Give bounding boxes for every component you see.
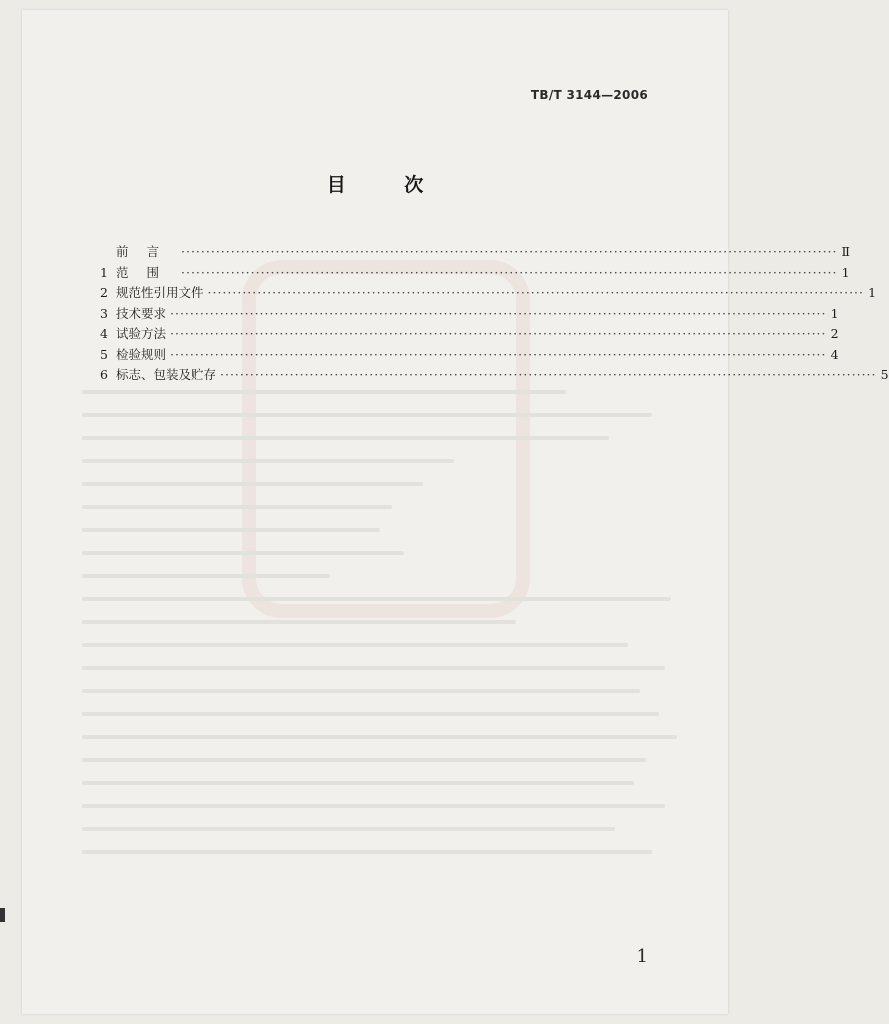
toc-leader-dots: ···································································································································· <box>207 285 865 300</box>
toc-entry-page: 2 <box>830 326 839 341</box>
binding-mark <box>0 908 5 922</box>
toc-entry-page: Ⅱ <box>841 244 851 259</box>
toc-entry-label: 4 试验方法 <box>100 326 167 341</box>
document-code: TB/T 3144—2006 <box>530 88 648 102</box>
toc-entry-marking-packaging-storage[interactable] <box>100 365 889 386</box>
document-page <box>22 10 889 1014</box>
page-title: 目 次 <box>326 174 450 196</box>
toc-entry-inspection-rules[interactable] <box>100 345 839 366</box>
toc-entry-page: 4 <box>830 346 839 362</box>
toc-leader-dots: ···································································································································· <box>181 244 838 259</box>
toc-entry-technical-requirements[interactable] <box>100 304 839 325</box>
toc-leader-dots: ···································································································································· <box>170 305 827 321</box>
toc-leader-dots: ···································································································································· <box>170 346 827 362</box>
toc-entry-test-methods[interactable] <box>100 324 839 345</box>
toc-entry-label: 前言 <box>116 244 178 259</box>
toc-entry-foreword[interactable] <box>100 242 851 263</box>
toc-entry-page: 1 <box>868 285 877 300</box>
toc-entry-label: 1 范围 <box>100 264 178 280</box>
toc-entry-normative-references[interactable] <box>100 283 877 304</box>
toc-entry-label: 5 检验规则 <box>100 346 167 362</box>
toc-entry-label: 6 标志、包装及贮存 <box>100 367 217 382</box>
toc-entry-label: 3 技术要求 <box>100 305 167 321</box>
toc-entry-page: 1 <box>841 264 850 280</box>
toc-leader-dots: ···································································································································· <box>170 326 827 341</box>
table-of-contents <box>100 242 889 386</box>
toc-entry-page: 5 <box>880 367 889 382</box>
toc-leader-dots: ···································································································································· <box>220 367 877 382</box>
toc-entry-scope[interactable] <box>100 263 850 284</box>
toc-entry-page: 1 <box>830 305 839 321</box>
bleed-through-text <box>82 390 702 910</box>
page-number: 1 <box>636 946 648 967</box>
toc-leader-dots: ···································································································································· <box>181 264 838 280</box>
toc-entry-label: 2 规范性引用文件 <box>100 285 204 300</box>
